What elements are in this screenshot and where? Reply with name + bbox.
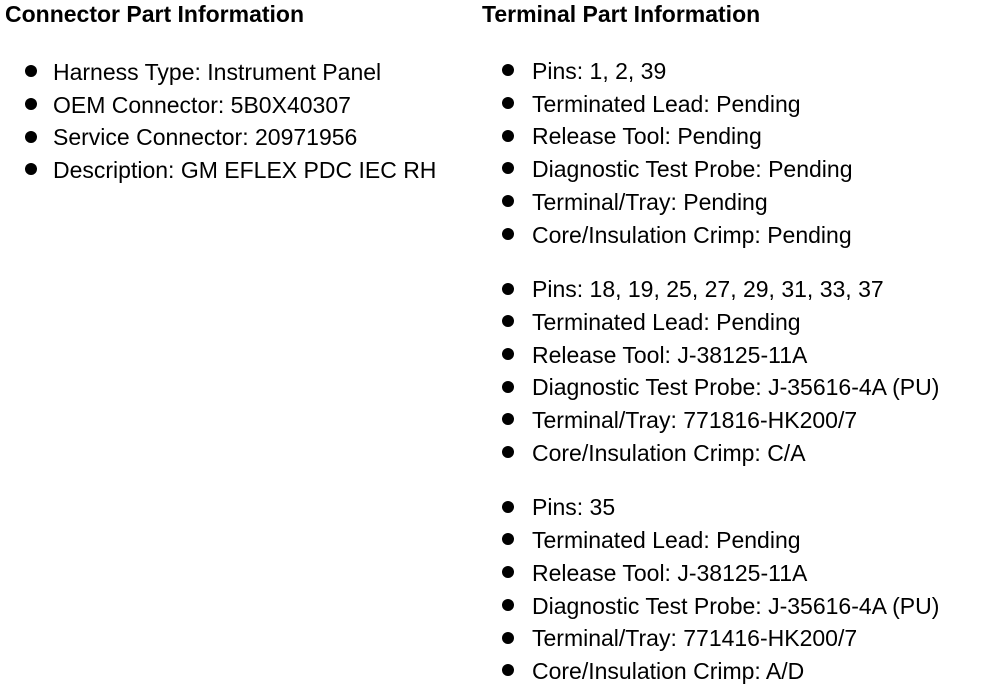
item-text: OEM Connector: 5B0X40307 [53,91,351,118]
item-text: Pins: 18, 19, 25, 27, 29, 31, 33, 37 [532,276,884,303]
item-text: Service Connector: 20971956 [53,124,358,151]
bullet-icon [502,283,514,295]
item-text: Harness Type: Instrument Panel [53,59,382,85]
terminal-info-item-terminal-tray [482,404,1002,437]
item-text: Terminated Lead: Pending [532,308,801,335]
connector-info-item-description [5,154,475,187]
terminal-info-item-core-insulation-crimp [482,219,1002,252]
bullet-icon [502,632,514,644]
terminal-group-3 [482,491,1002,687]
bullet-icon [502,413,514,425]
terminal-info-item-pins [482,55,1002,88]
connector-info-item-harness-type [5,56,475,89]
terminal-info-item-terminated-lead [482,88,1002,121]
terminal-info-item-terminated-lead [482,306,1002,339]
connector-info-list [5,56,475,187]
bullet-icon [502,162,514,174]
bullet-icon [502,501,514,513]
bullet-icon [25,98,37,110]
connector-section-heading: Connector Part Information [5,1,305,27]
terminal-info-item-core-insulation-crimp [482,437,1002,470]
terminal-info-item-release-tool [482,120,1002,153]
terminal-info-item-diagnostic-test-probe [482,590,1002,623]
item-text: Core/Insulation Crimp: A/D [532,657,805,684]
item-text: Terminal/Tray: Pending [532,188,768,215]
terminal-info-item-pins [482,491,1002,524]
item-text: Core/Insulation Crimp: C/A [532,439,806,466]
bullet-icon [502,381,514,393]
item-text: Release Tool: Pending [532,123,762,150]
terminal-info-item-release-tool [482,339,1002,372]
item-text: Description: GM EFLEX PDC IEC RH [53,157,437,184]
bullet-icon [502,566,514,578]
terminal-info-item-diagnostic-test-probe [482,371,1002,404]
terminal-info-item-terminal-tray [482,186,1002,219]
bullet-icon [502,130,514,142]
item-text: Release Tool: J-38125-11A [532,341,808,368]
terminal-info-item-release-tool [482,557,1002,590]
item-text: Diagnostic Test Probe: J-35616-4A (PU) [532,592,940,619]
bullet-icon [502,97,514,109]
terminal-info-item-terminated-lead [482,524,1002,557]
connector-part-information-section [5,0,475,187]
bullet-icon [25,163,37,175]
connector-info-item-service-connector [5,121,475,154]
item-text: Terminal/Tray: 771816-HK200/7 [532,407,858,434]
bullet-icon [502,315,514,327]
terminal-info-item-pins [482,273,1002,306]
bullet-icon [502,446,514,458]
terminal-info-item-terminal-tray [482,622,1002,655]
bullet-icon [25,65,37,77]
terminal-part-information-section [482,0,1002,688]
terminal-group-1 [482,55,1002,251]
bullet-icon [502,64,514,76]
item-text: Pins: 35 [532,494,616,521]
terminal-section-heading: Terminal Part Information [482,1,761,27]
bullet-icon [502,599,514,611]
bullet-icon [502,228,514,240]
bullet-icon [502,348,514,360]
bullet-icon [25,131,37,143]
terminal-info-item-core-insulation-crimp [482,655,1002,688]
item-text: Diagnostic Test Probe: J-35616-4A (PU) [532,374,940,401]
bullet-icon [502,533,514,545]
item-text: Diagnostic Test Probe: Pending [532,156,853,183]
item-text: Terminated Lead: Pending [532,527,801,554]
item-text: Terminated Lead: Pending [532,90,801,117]
terminal-info-item-diagnostic-test-probe [482,153,1002,186]
connector-info-item-oem-connector [5,89,475,122]
item-text: Core/Insulation Crimp: Pending [532,221,852,248]
bullet-icon [502,664,514,676]
terminal-group-2 [482,273,1002,469]
bullet-icon [502,195,514,207]
item-text: Release Tool: J-38125-11A [532,559,808,586]
item-text: Terminal/Tray: 771416-HK200/7 [532,625,858,652]
item-text: Pins: 1, 2, 39 [532,58,667,84]
